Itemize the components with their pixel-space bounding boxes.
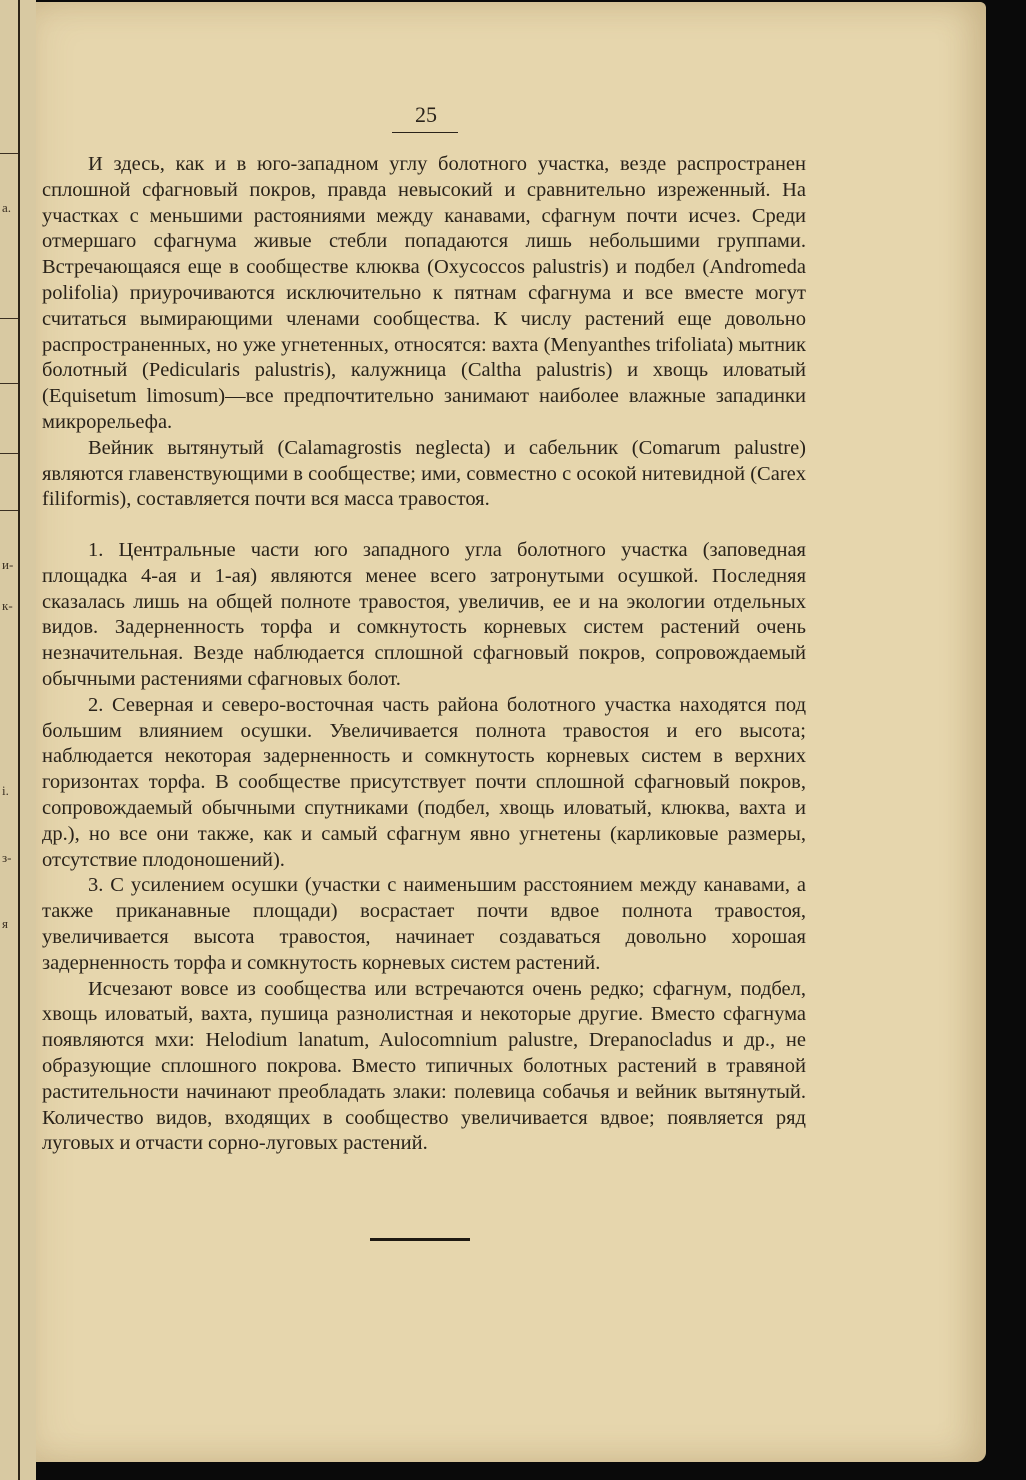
left-page-fragment: и-: [2, 557, 14, 572]
adjacent-left-page: [0, 0, 36, 1480]
page-number: 25: [415, 102, 437, 127]
book-page: [36, 2, 986, 1462]
left-page-fragment: а.: [2, 200, 12, 215]
paragraph: Вейник вытянутый (Calamagrostis neglecta) и сабельник (Comarum palustre) являются главенствующими в сообществе; ими, совместно с осокой нитевидной (Carex filiformis), составляется почти вся масса травостоя.: [42, 436, 806, 511]
paragraph: И здесь, как и в юго-западном углу болотного участка, везде распространен сплошной сфагновый покров, правда невысокий и сравнительно изреженный. На участках с меньшими растояниями между канавами, сфагнум почти исчез. Среди отмершаго сфагнума живые стебли попадаются лишь небольшими группами. Встречающаяся еще в сообществе клюква (Oxycoccos palustris) и подбел (Andromeda polifolia) приурочиваются исключительно к пятнам сфагнума и все вместе могут считаться вымирающими членами сообщества. К числу растений еще довольно распространенных, но уже угнетенных, относятся: вахта (Menyanthes trifoliata) мытник болотный (Pedicularis palustris), калужница (Caltha palustris) и хвощь иловатый (Equisetum limosum)—все предпочтительно занимают наиболее влажные западинки микрорельефа.: [42, 153, 806, 433]
left-page-fragment: з-: [2, 850, 12, 865]
page-number-underline: [392, 132, 458, 133]
left-page-rule: [0, 153, 18, 154]
paragraph: 1. Центральные части юго западного угла болотного участка (заповедная площадка 4-ая и 1-ая) являются менее всего затронутыми осушкой. Последняя сказалась лишь на общей полноте травостоя, увеличив, ее и на экологии отдельных видов. Задерненность торфа и сомкнутость корневых систем растений очень незначительная. Везде наблюдается сплошной сфагновый покров, сопровождаемый обычными растениями сфагновых болот.: [42, 539, 806, 690]
left-page-rule: [0, 383, 18, 384]
left-page-rule: [0, 453, 18, 454]
left-page-fragment: к-: [2, 598, 13, 613]
left-page-fragment: і.: [2, 783, 9, 798]
paragraph: 3. С усилением осушки (участки с наименьшим расстоянием между канавами, а также приканавные площади) восрастает почти вдвое полнота травостоя, увеличивается высота травостоя, начинает создаваться довольно хорошая задерненность торфа и сомкнутость корневых систем растений.: [42, 874, 806, 974]
left-page-rule: [0, 318, 18, 319]
left-page-fragment: я: [2, 916, 8, 931]
page-gutter: [18, 0, 20, 1480]
left-page-rule: [0, 510, 18, 511]
text-block-intro: [42, 152, 806, 513]
text-block-numbered: [42, 538, 806, 1157]
paragraph: Исчезают вовсе из сообщества или встречаются очень редко; сфагнум, подбел, хвощь иловатый, вахта, пушица разнолистная и некоторые другие. Вместо сфагнума появляются мхи: Helodium lanatum, Aulocomnium palustre, Drepanocladus и др., не образующие сплошного покрова. Вместо типичных болотных растений в травяной растительности начинают преобладать злаки: полевица собачья и вейник вытянутый. Количество видов, входящих в сообщество увеличивается вдвое; появляется ряд луговых и отчасти сорно-луговых растений.: [42, 977, 806, 1155]
end-rule: [370, 1238, 470, 1241]
paragraph: 2. Северная и северо-восточная часть района болотного участка находятся под большим влиянием осушки. Увеличивается полнота травостоя и его высота; наблюдается некоторая задерненность и сомкнутость корневых систем в верхних горизонтах торфа. В сообществе присутствует почти сплошной сфагновый покров, сопровождаемый обычными спутниками (подбел, хвощь иловатый, клюква, вахта и др.), но все они также, как и самый сфагнум явно угнетены (карликовые размеры, отсутствие плодоношений).: [42, 693, 806, 871]
